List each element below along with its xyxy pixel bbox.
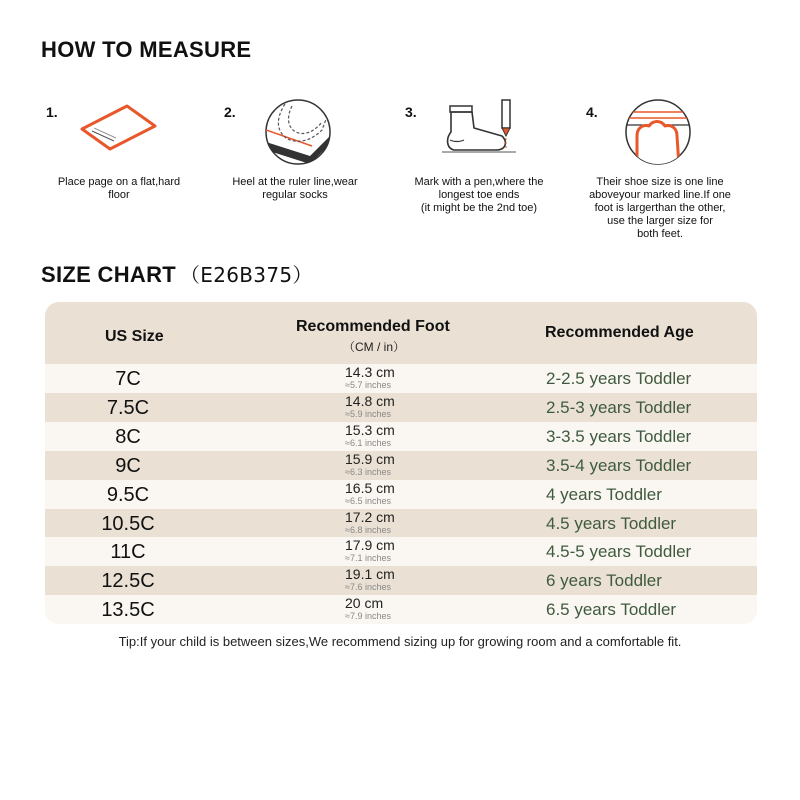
foot-cm-cell: 19.1 cm: [345, 566, 395, 583]
sizing-tip: Tip:If your child is between sizes,We recommend sizing up for growing room and a comfortable fit.: [118, 634, 682, 649]
step-number: 1.: [46, 104, 58, 120]
measure-step-3: [394, 96, 564, 246]
header-recommended-age: Recommended Age: [545, 324, 694, 341]
step-number: 3.: [405, 104, 417, 120]
foot-inches-cell: ≈7.1 inches: [345, 553, 391, 564]
foot-inches-cell: ≈7.9 inches: [345, 611, 391, 622]
us-size-cell: 11C: [110, 541, 146, 564]
table-row: [45, 537, 757, 566]
us-size-cell: 7.5C: [106, 396, 150, 419]
age-cell: 4.5 years Toddler: [546, 513, 677, 533]
table-header: [45, 302, 757, 364]
model-number: （E26B375）: [180, 263, 313, 287]
us-size-cell: 7C: [115, 368, 141, 390]
table-row: [45, 393, 757, 422]
age-cell: 3.5-4 years Toddler: [546, 455, 692, 475]
step-caption: Place page on a flat,hard floor: [57, 176, 181, 201]
us-size-cell: 12.5C: [101, 570, 155, 593]
step-caption: Heel at the ruler line,wear regular socks: [232, 176, 358, 201]
foot-inches-cell: ≈6.5 inches: [345, 495, 391, 506]
size-chart-title: [41, 259, 313, 288]
foot-cm-cell: 15.9 cm: [345, 450, 395, 467]
age-cell: 2.5-3 years Toddler: [546, 397, 692, 417]
step-number: 4.: [586, 104, 598, 120]
how-to-measure-title: HOW TO MEASURE: [41, 37, 252, 62]
size-chart-heading: SIZE CHART: [41, 262, 176, 287]
table-row: [45, 480, 757, 509]
foot-inches-cell: ≈7.6 inches: [345, 582, 391, 593]
foot-cm-cell: 20 cm: [345, 595, 384, 612]
size-table: [45, 302, 757, 624]
foot-cm-cell: 17.9 cm: [345, 537, 395, 554]
foot-inches-cell: ≈6.3 inches: [345, 466, 391, 477]
us-size-cell: 8C: [115, 425, 141, 448]
table-row: [45, 422, 757, 451]
age-cell: 4.5-5 years Toddler: [546, 542, 692, 562]
sock-and-pen-icon: [394, 96, 564, 166]
measure-step-4: [575, 96, 745, 246]
foot-cm-cell: 14.8 cm: [345, 392, 395, 409]
paper-on-floor-icon: [34, 96, 204, 166]
us-size-cell: 13.5C: [101, 599, 155, 622]
us-size-cell: 9C: [115, 454, 141, 477]
toe-line-icon: [575, 96, 745, 166]
age-cell: 2-2.5 years Toddler: [546, 369, 692, 388]
age-cell: 6.5 years Toddler: [546, 600, 677, 620]
foot-cm-cell: 16.5 cm: [345, 479, 395, 496]
age-cell: 3-3.5 years Toddler: [546, 426, 692, 446]
header-recommended-foot: Recommended Foot: [296, 318, 450, 335]
age-cell: 6 years Toddler: [546, 571, 662, 591]
table-row: [45, 451, 757, 480]
table-row: [45, 595, 757, 624]
measure-step-1: [34, 96, 204, 246]
foot-cm-cell: 15.3 cm: [345, 421, 395, 438]
foot-inches-cell: ≈5.7 inches: [345, 380, 391, 390]
foot-cm-cell: 17.2 cm: [345, 508, 395, 525]
us-size-cell: 10.5C: [101, 512, 155, 535]
step-number: 2.: [224, 104, 236, 120]
table-row: [45, 566, 757, 595]
measure-step-2: [210, 96, 380, 246]
us-size-cell: 9.5C: [106, 483, 150, 506]
step-caption: Mark with a pen,where the longest toe ends (it might be the 2nd toe): [414, 176, 544, 214]
step-caption: Their shoe size is one line aboveyour marked line.If one foot is largerthan the other, use the larger size for both feet.: [589, 176, 731, 240]
foot-inches-cell: ≈6.1 inches: [345, 437, 391, 448]
foot-inches-cell: ≈6.8 inches: [345, 524, 391, 535]
age-cell: 4 years Toddler: [546, 484, 662, 504]
heel-on-ruler-icon: [210, 96, 380, 166]
table-row: [45, 509, 757, 538]
header-foot-unit: （CM / in）: [343, 340, 406, 354]
header-us-size: US Size: [105, 328, 164, 345]
foot-inches-cell: ≈5.9 inches: [345, 408, 391, 419]
table-row: [45, 364, 757, 393]
foot-cm-cell: 14.3 cm: [345, 364, 395, 380]
